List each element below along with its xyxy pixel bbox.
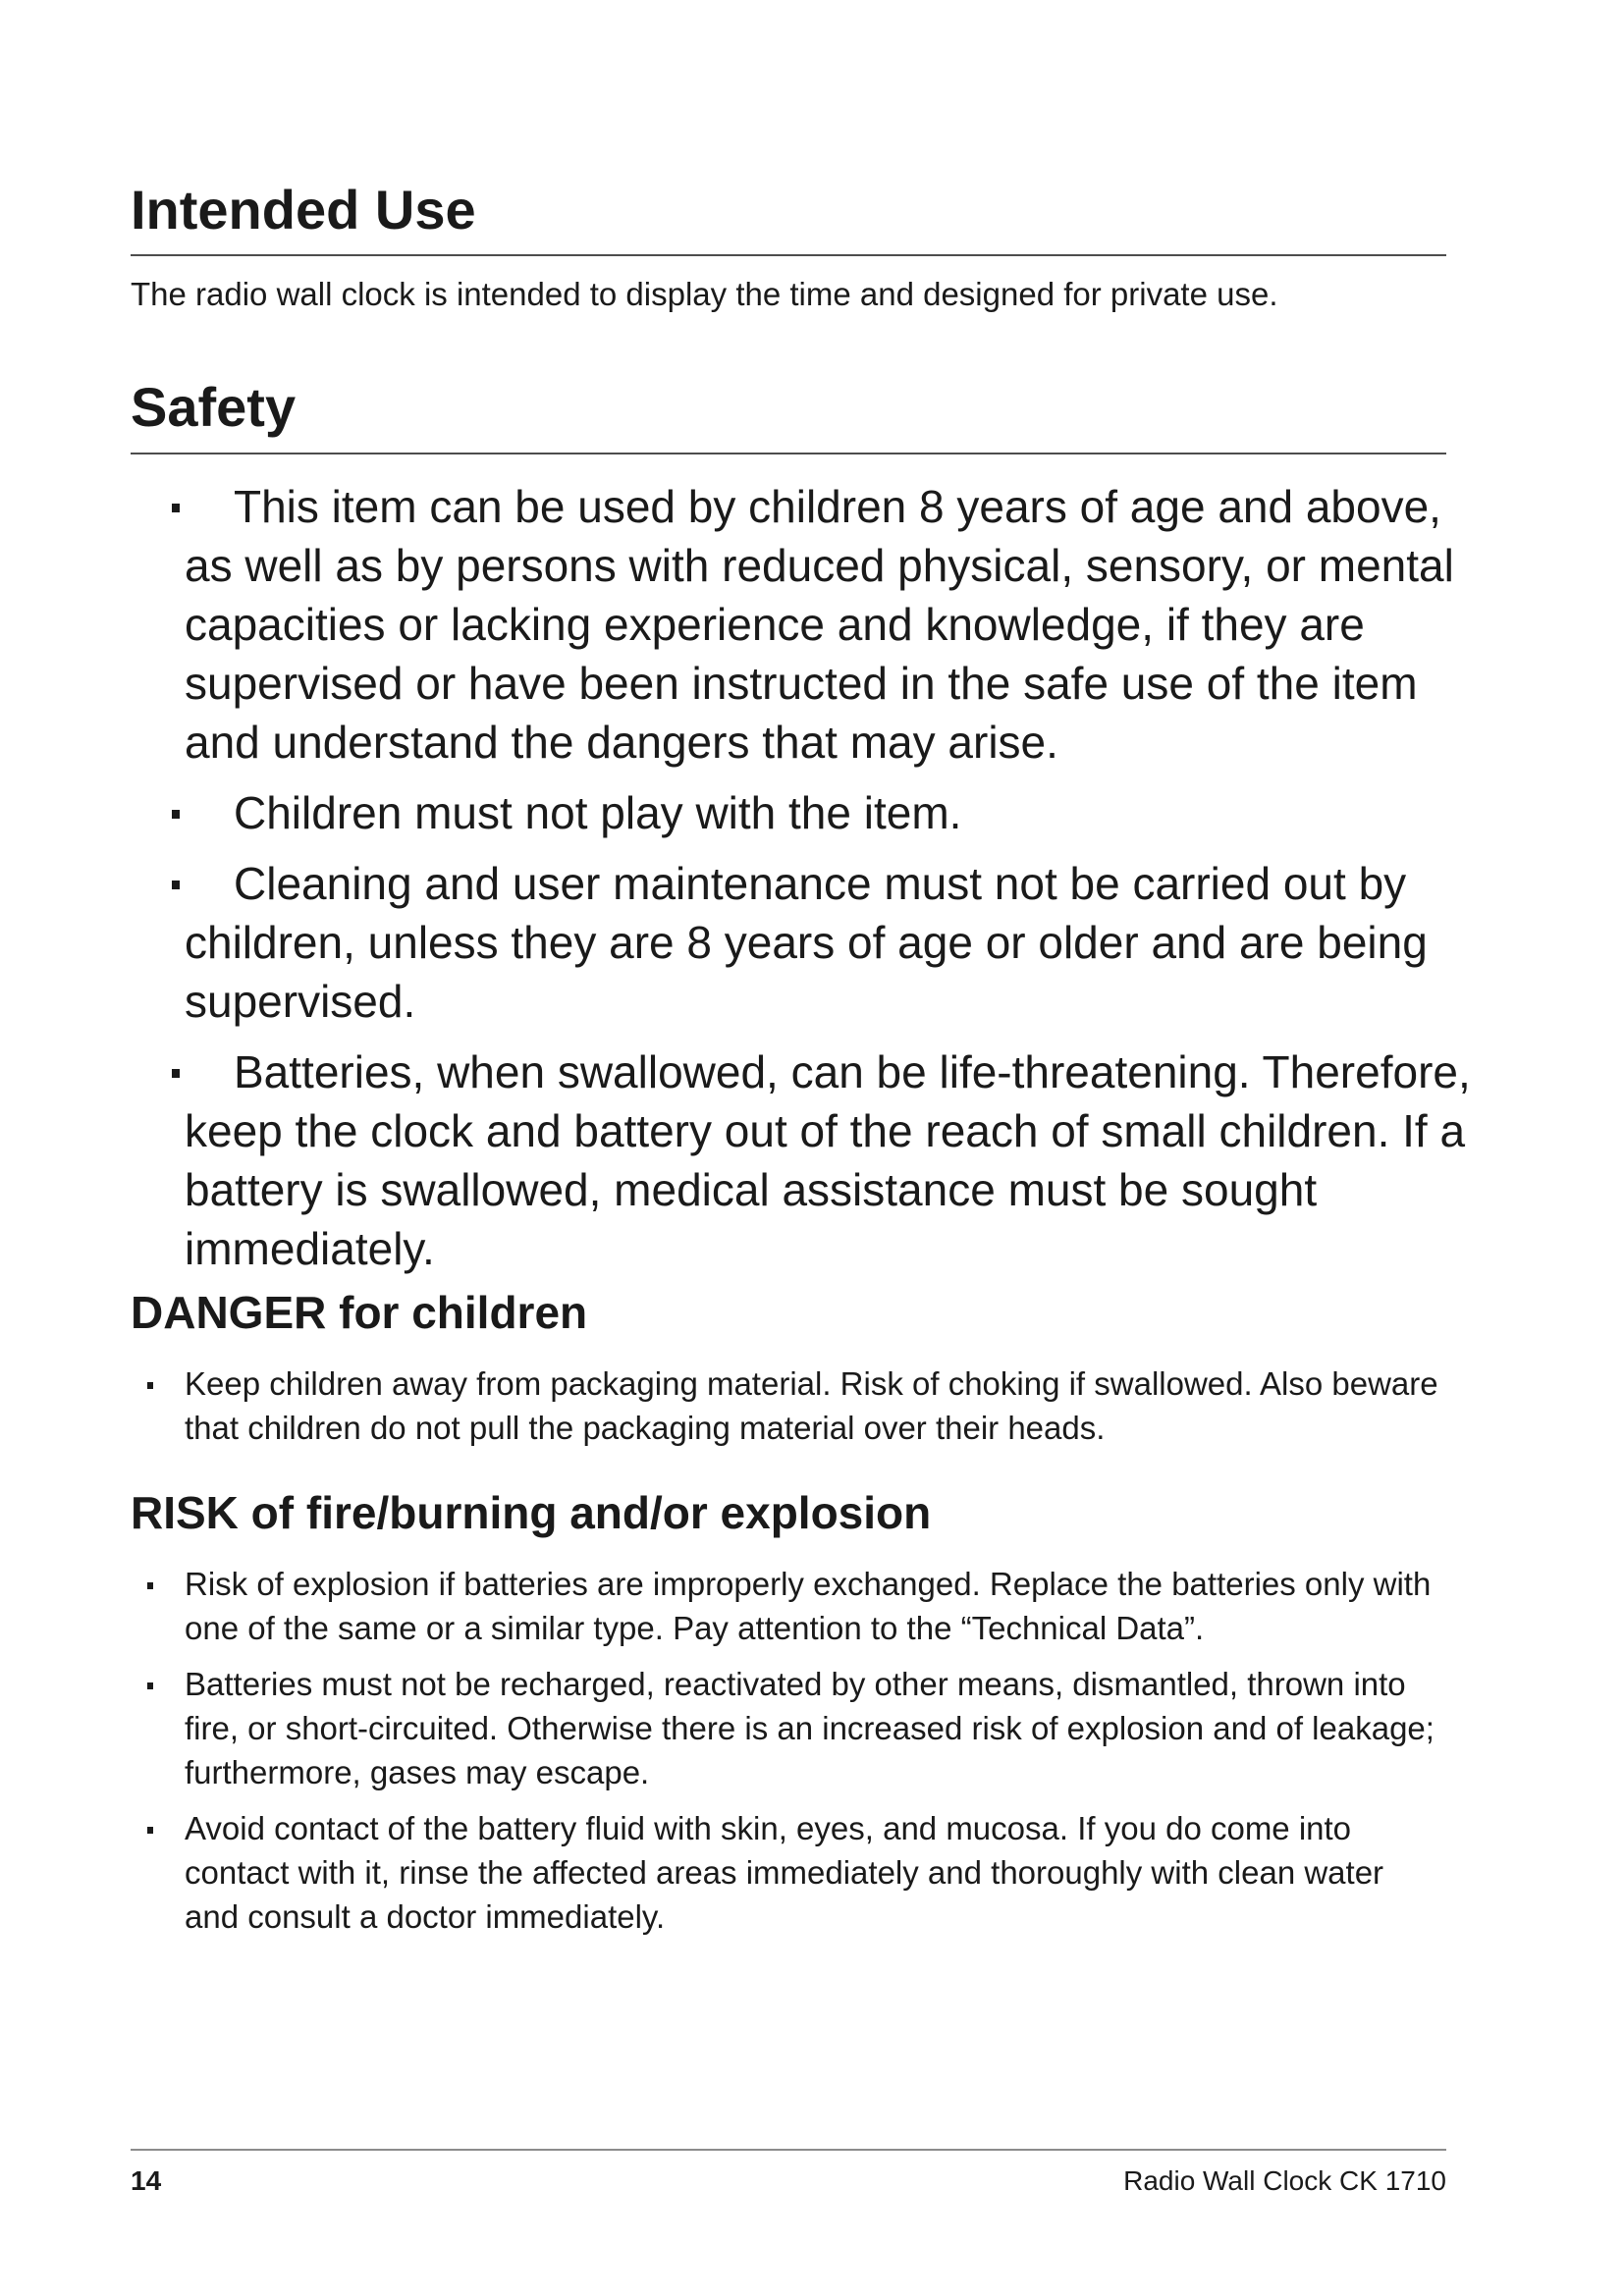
bullet-icon: [172, 1069, 180, 1078]
safety-rule: [131, 453, 1446, 454]
bullet-icon: [147, 1827, 153, 1834]
safety-item: [131, 783, 1495, 842]
risk-item: [131, 1562, 1446, 1650]
risk-item-text: Batteries must not be recharged, reactivated by other means, dismantled, thrown into fire, or short-circuited. Otherwise there is an increased risk of explosion and of leakage; furthermore, gases may escape.: [185, 1666, 1435, 1790]
safety-item-text: This item can be used by children 8 years of age and above, as well as by persons with reduced physical, sensory, or mental capacities or lacking experience and knowledge, if they are supervised or have been instructed in the safe use of the item and understand the dangers that may arise.: [185, 481, 1454, 768]
bullet-icon: [147, 1682, 153, 1689]
danger-children-heading: DANGER for children: [131, 1287, 588, 1338]
risk-item: [131, 1806, 1446, 1939]
page-number: 14: [131, 2165, 162, 2196]
safety-heading: Safety: [131, 376, 297, 438]
risk-fire-list: [131, 1562, 1446, 1950]
safety-item-text: Batteries, when swallowed, can be life-threatening. Therefore, keep the clock and battery out of the reach of small children. If a battery is swallowed, medical assistance must be sought immediately.: [185, 1046, 1471, 1274]
risk-item: [131, 1662, 1446, 1794]
footer-rule: [131, 2149, 1446, 2151]
safety-item-text: Children must not play with the item.: [234, 787, 962, 838]
danger-item: [131, 1362, 1446, 1450]
intended-use-heading: Intended Use: [131, 179, 476, 240]
safety-item-text: Cleaning and user maintenance must not be carried out by children, unless they are 8 years of age or older and are being supervised.: [185, 858, 1428, 1027]
risk-fire-heading: RISK of fire/burning and/or explosion: [131, 1487, 932, 1538]
intended-use-text: The radio wall clock is intended to display the time and designed for private use.: [131, 276, 1278, 312]
bullet-icon: [172, 881, 180, 889]
intended-use-rule: [131, 254, 1446, 256]
danger-children-list: [131, 1362, 1446, 1462]
safety-item: [131, 1042, 1495, 1278]
safety-item: [131, 854, 1495, 1031]
danger-item-text: Keep children away from packaging material. Risk of choking if swallowed. Also beware that children do not pull the packaging material over their heads.: [185, 1365, 1438, 1446]
bullet-icon: [147, 1582, 153, 1589]
bullet-icon: [172, 810, 180, 819]
safety-list: [131, 477, 1495, 1290]
footer-title: Radio Wall Clock CK 1710: [1123, 2165, 1446, 2196]
bullet-icon: [147, 1382, 153, 1389]
safety-item: [131, 477, 1495, 772]
bullet-icon: [172, 504, 180, 512]
risk-item-text: Risk of explosion if batteries are improperly exchanged. Replace the batteries only with one of the same or a similar type. Pay attention to the “Technical Data”.: [185, 1566, 1432, 1646]
risk-item-text: Avoid contact of the battery fluid with skin, eyes, and mucosa. If you do come into contact with it, rinse the affected areas immediately and thoroughly with clean water and consult a doctor immediately.: [185, 1810, 1384, 1935]
